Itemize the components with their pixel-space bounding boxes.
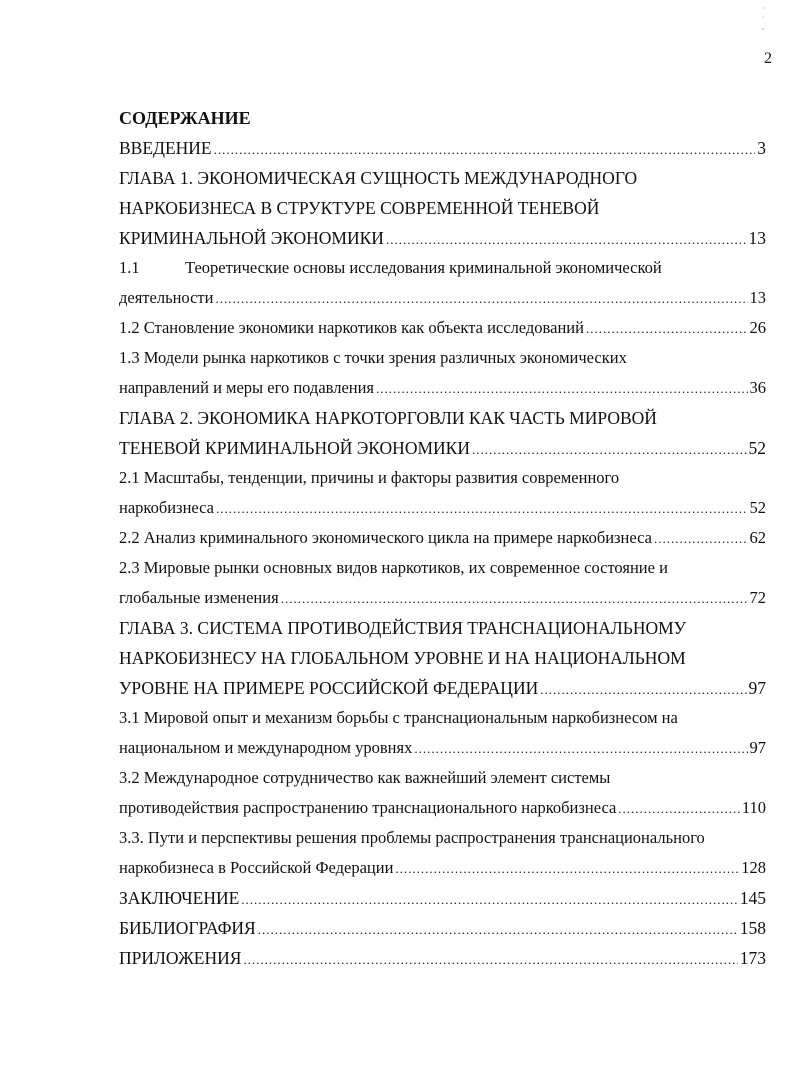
toc-dot-leader [395,854,739,884]
toc-entry-text: ПРИЛОЖЕНИЯ [119,948,242,968]
toc-entry-line [119,613,766,643]
toc-dot-leader [241,885,737,915]
toc-dot-leader [540,675,746,705]
toc-dot-leader [243,945,737,975]
toc-page-number: 13 [749,288,766,307]
toc-entry-text: НАРКОБИЗНЕСА В СТРУКТУРЕ СОВРЕМЕННОЙ ТЕНЕВОЙ [119,198,600,218]
toc-dot-leader [472,435,747,465]
toc-entry-line [119,643,766,673]
toc-entry-text: ВВЕДЕНИЕ [119,138,212,158]
toc-entry-line [119,133,766,163]
toc-entry-text: 2.3 Мировые рынки основных видов наркотиков, их современное состояние и [119,558,668,577]
toc-page-number: 13 [748,228,766,248]
toc-entry-line [119,553,766,583]
toc-entry-text: 3.1 Мировой опыт и механизм борьбы с транснациональным наркобизнесом на [119,708,678,727]
toc-page-number: 26 [749,318,766,337]
toc-entry-line [119,223,766,253]
toc-entry-line [119,253,766,283]
toc-dot-leader [258,915,738,945]
toc-entry-text: 1.2 Становление экономики наркотиков как объекта исследований [119,318,584,337]
toc-entry-text: Теоретические основы исследования криминальной экономической [185,258,662,277]
toc-chapter-entry[interactable] [119,913,766,943]
toc-page-number: 97 [748,678,766,698]
toc-chapter-entry[interactable] [119,133,766,163]
toc-section-entry[interactable] [119,523,766,553]
toc-entry-text: ГЛАВА 3. СИСТЕМА ПРОТИВОДЕЙСТВИЯ ТРАНСНАЦИОНАЛЬНОМУ [119,618,687,638]
toc-entry-line [119,463,766,493]
scan-artifact-marks: · · , [762,4,765,31]
toc-entry-line [119,163,766,193]
toc-page-number: 3 [757,138,766,158]
toc-dot-leader [414,734,747,764]
toc-entry-line [119,433,766,463]
toc-entry-text: наркобизнеса [119,498,214,517]
toc-dot-leader [618,794,740,824]
toc-entry-line [119,343,766,373]
toc-entry-text: национальном и международном уровнях [119,738,413,757]
toc-entry-line [119,913,766,943]
toc-entry-line [119,733,766,763]
toc-page-number: 145 [739,888,766,908]
toc-dot-leader [214,135,756,165]
toc-dot-leader [654,524,748,554]
toc-entry-text: ГЛАВА 1. ЭКОНОМИЧЕСКАЯ СУЩНОСТЬ МЕЖДУНАРОДНОГО [119,168,638,188]
toc-entry-text: ТЕНЕВОЙ КРИМИНАЛЬНОЙ ЭКОНОМИКИ [119,438,470,458]
toc-entry-line [119,283,766,313]
page-number: 2 [764,50,772,67]
toc-chapter-entry[interactable] [119,403,766,463]
toc-page-number: 158 [739,918,766,938]
toc-section-entry[interactable] [119,553,766,613]
toc-section-entry[interactable] [119,823,766,883]
toc-entry-number: 1.1 [119,258,140,277]
toc-entry-text: наркобизнеса в Российской Федерации [119,858,394,877]
toc-entry-text: 3.3. Пути и перспективы решения проблемы распространения транснационального [119,828,705,847]
toc-entry-text: 2.2 Анализ криминального экономического цикла на примере наркобизнеса [119,528,652,547]
toc-entry-line [119,703,766,733]
toc-title: СОДЕРЖАНИЕ [119,108,251,128]
toc-entry-line [119,583,766,613]
toc-entry-line [119,523,766,553]
toc-entry-text: КРИМИНАЛЬНОЙ ЭКОНОМИКИ [119,228,384,248]
toc-entry-line [119,373,766,403]
table-of-contents [119,106,766,973]
toc-dot-leader [216,494,748,524]
toc-entry-line [119,823,766,853]
toc-page-number: 36 [749,378,766,397]
toc-entry-line [119,673,766,703]
toc-section-entry[interactable] [119,703,766,763]
toc-section-entry[interactable] [119,343,766,403]
toc-entry-line [119,793,766,823]
toc-section-entry[interactable] [119,763,766,823]
toc-entry-text: НАРКОБИЗНЕСУ НА ГЛОБАЛЬНОМ УРОВНЕ И НА НАЦИОНАЛЬНОМ [119,648,686,668]
toc-dot-leader [376,374,747,404]
toc-section-entry[interactable] [119,313,766,343]
toc-page-number: 52 [749,498,766,517]
toc-page-number: 52 [748,438,766,458]
toc-page-number: 128 [741,858,766,877]
toc-entry-text: глобальные изменения [119,588,279,607]
toc-entry-text: 3.2 Международное сотрудничество как важнейший элемент системы [119,768,611,787]
toc-dot-leader [386,225,747,255]
toc-page-number: 72 [749,588,766,607]
toc-page-number: 62 [749,528,766,547]
toc-section-entry[interactable] [119,463,766,523]
toc-page-number: 97 [749,738,766,757]
toc-section-entry[interactable] [119,253,766,313]
toc-page-number: 173 [739,948,766,968]
toc-chapter-entry[interactable] [119,613,766,703]
toc-entry-text: БИБЛИОГРАФИЯ [119,918,256,938]
toc-entry-text: направлений и меры его подавления [119,378,375,397]
toc-entry-line [119,493,766,523]
toc-entry-line [119,313,766,343]
toc-entry-line [119,763,766,793]
toc-entry-text: ГЛАВА 2. ЭКОНОМИКА НАРКОТОРГОВЛИ КАК ЧАСТЬ МИРОВОЙ [119,408,657,428]
toc-page-number: 110 [741,798,766,817]
toc-chapter-entry[interactable] [119,163,766,253]
toc-entry-line [119,883,766,913]
toc-entry-text: противодействия распространению транснационального наркобизнеса [119,798,617,817]
toc-entry-text: деятельности [119,288,214,307]
toc-entry-line [119,403,766,433]
toc-entry-line [119,943,766,973]
toc-chapter-entry[interactable] [119,943,766,973]
toc-entries [119,133,766,973]
toc-dot-leader [281,584,748,614]
toc-entry-text: ЗАКЛЮЧЕНИЕ [119,888,240,908]
toc-entry-text: 2.1 Масштабы, тенденции, причины и факторы развития современного [119,468,620,487]
toc-chapter-entry[interactable] [119,883,766,913]
toc-entry-text: 1.3 Модели рынка наркотиков с точки зрения различных экономических [119,348,627,367]
toc-entry-line [119,193,766,223]
toc-dot-leader [215,284,747,314]
toc-dot-leader [586,314,748,344]
toc-entry-line [119,853,766,883]
toc-entry-text: УРОВНЕ НА ПРИМЕРЕ РОССИЙСКОЙ ФЕДЕРАЦИИ [119,678,539,698]
